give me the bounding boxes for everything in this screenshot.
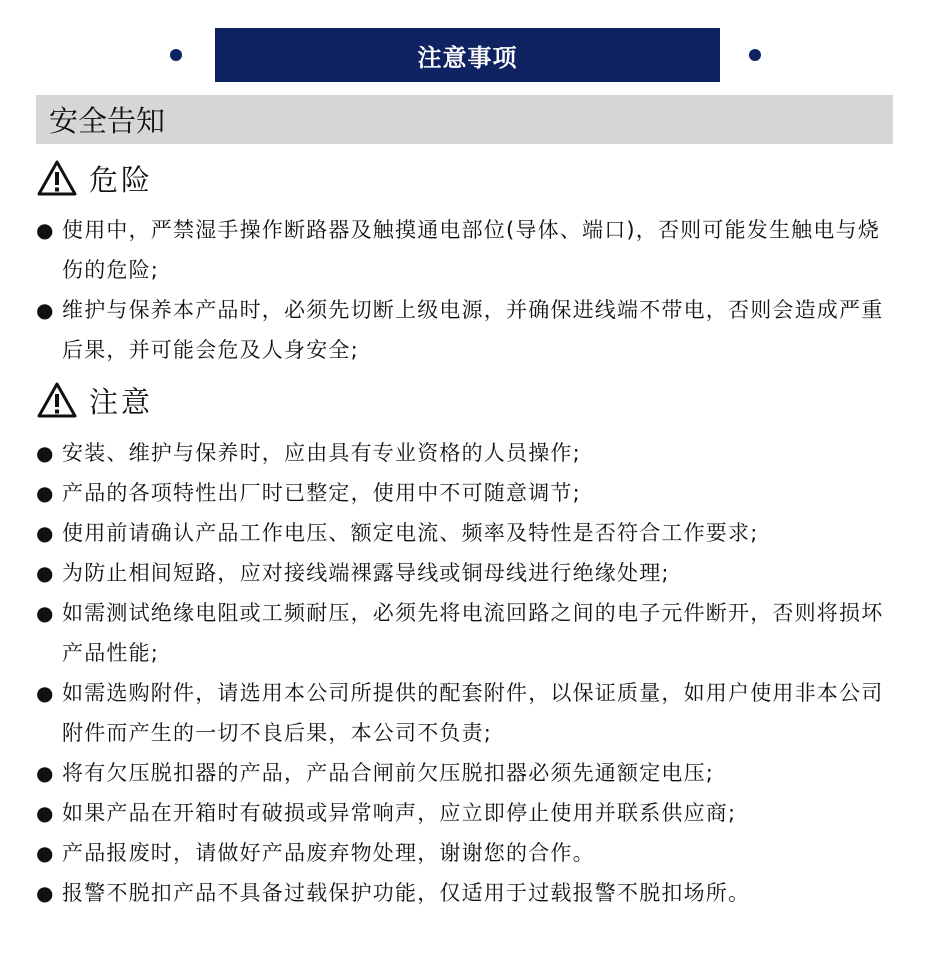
bullet: ● — [36, 441, 55, 465]
list-item-text: 产品的各项特性出厂时已整定，使用中不可随意调节; — [62, 481, 581, 505]
list-item — [36, 513, 898, 553]
warning-triangle-icon — [36, 159, 78, 197]
title-right-dot — [749, 49, 761, 61]
caution-label: 注意 — [89, 384, 154, 419]
list-item-text: 如果产品在开箱时有破损或异常响声，应立即停止使用并联系供应商; — [62, 801, 737, 825]
list-item-text: 使用前请确认产品工作电压、额定电流、频率及特性是否符合工作要求; — [62, 521, 759, 545]
list-item-text: 为防止相间短路，应对接线端裸露导线或铜母线进行绝缘处理; — [62, 561, 670, 585]
section-title: 安全告知 — [49, 104, 166, 138]
list-item — [36, 753, 898, 793]
page-title-text: 注意事项 — [417, 43, 518, 72]
bullet: ● — [36, 481, 55, 505]
list-item-text: 报警不脱扣产品不具备过载保护功能，仅适用于过载报警不脱扣场所。 — [62, 881, 751, 905]
bullet: ● — [36, 298, 55, 322]
list-item — [36, 290, 898, 370]
bullet: ● — [36, 218, 55, 242]
caution-heading — [36, 380, 153, 420]
list-item — [36, 473, 898, 513]
list-item — [36, 553, 898, 593]
list-item — [36, 433, 898, 473]
bullet: ● — [36, 881, 55, 905]
bullet: ● — [36, 761, 55, 785]
danger-label: 危险 — [89, 162, 154, 197]
list-item — [36, 593, 898, 673]
list-item-text: 维护与保养本产品时，必须先切断上级电源，并确保进线端不带电，否则会造成严重后果，并可能会危及人身安全; — [62, 298, 884, 362]
title-left-dot — [170, 49, 182, 61]
danger-heading — [36, 158, 153, 198]
list-item — [36, 210, 898, 290]
list-item — [36, 873, 898, 913]
bullet: ● — [36, 521, 55, 545]
list-item-text: 如需选购附件，请选用本公司所提供的配套附件，以保证质量，如用户使用非本公司附件而产生的一切不良后果，本公司不负责; — [62, 681, 884, 745]
list-item-text: 如需测试绝缘电阻或工频耐压，必须先将电流回路之间的电子元件断开，否则将损坏产品性能; — [62, 601, 884, 665]
list-item-text: 安装、维护与保养时，应由具有专业资格的人员操作; — [62, 441, 581, 465]
bullet: ● — [36, 801, 55, 825]
list-item — [36, 673, 898, 753]
page-title — [215, 28, 720, 82]
bullet: ● — [36, 561, 55, 585]
section-header — [36, 95, 893, 144]
list-item-text: 将有欠压脱扣器的产品，产品合闸前欠压脱扣器必须先通额定电压; — [62, 761, 715, 785]
bullet: ● — [36, 601, 55, 625]
list-item-text: 产品报废时，请做好产品废弃物处理，谢谢您的合作。 — [62, 841, 595, 865]
list-item-text: 使用中，严禁湿手操作断路器及触摸通电部位(导体、端口)，否则可能发生触电与烧伤的危险; — [62, 218, 880, 282]
bullet: ● — [36, 681, 55, 705]
warning-triangle-icon — [36, 381, 78, 419]
caution-list — [36, 433, 898, 913]
list-item — [36, 793, 898, 833]
list-item — [36, 833, 898, 873]
danger-list — [36, 210, 898, 370]
bullet: ● — [36, 841, 55, 865]
